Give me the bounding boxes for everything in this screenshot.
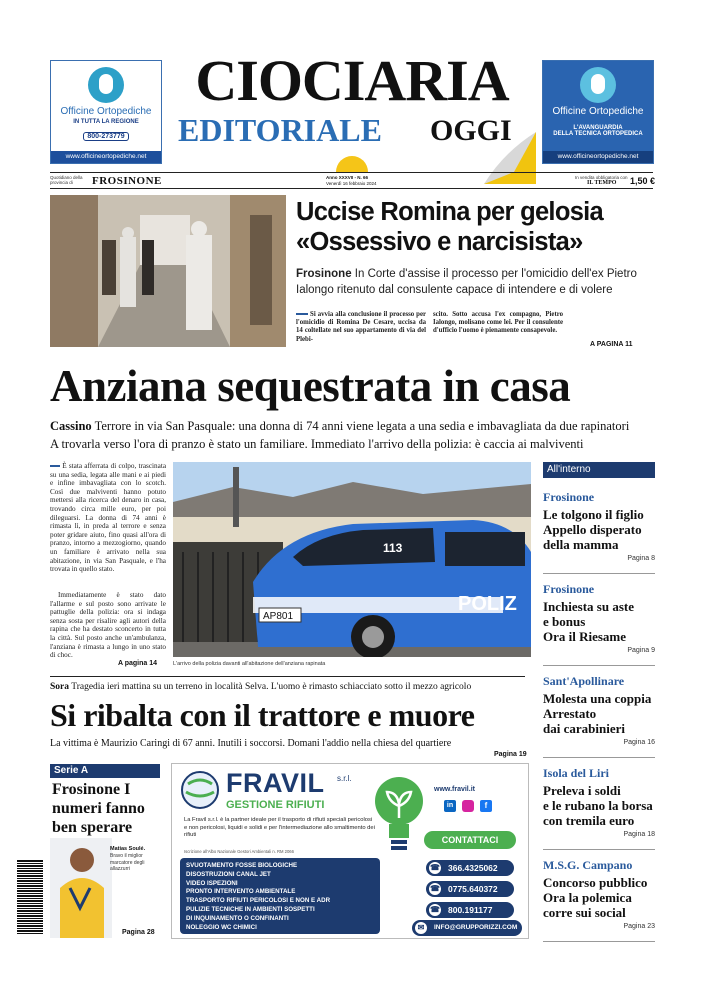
tractor-kicker: Sora [50, 682, 69, 692]
partner-name: IL TEMPO [587, 180, 617, 186]
bullet-icon [296, 313, 308, 315]
main-photo-caption: L'arrivo della polizia davanti all'abitazione dell'anziana rapinata [173, 661, 326, 667]
lightbulb-leaf-icon [372, 774, 426, 856]
sidebar-item-title: Preleva i soldi e le rubano la borsa con tremila euro [543, 783, 653, 828]
ad-url[interactable]: www.officineortopediche.net [51, 151, 161, 163]
officine-ortopediche-ad-right[interactable] [542, 60, 654, 164]
player-photo [50, 838, 112, 938]
phone-1-button[interactable] [426, 860, 514, 876]
phone-3-button[interactable] [426, 902, 514, 918]
tractor-kicker-text: Tragedia ieri mattina su un terreno in località Selva. L'uomo è rimasto schiacciato sotto il mezzo agricolo [71, 682, 472, 692]
phone-3-text: 800.191177 [448, 905, 493, 915]
main-deck-line-2: A trovarla verso l'ora di pranzo è stato un familiare. Immediato l'arrivo della polizia: è caccia ai malviventi [50, 437, 584, 451]
sidebar-item[interactable] [543, 858, 655, 942]
phone-icon: ☎ [430, 905, 440, 914]
sidebar-item[interactable] [543, 766, 655, 850]
police-car-photo[interactable] [173, 462, 531, 657]
ad-brand: Officine Ortopediche [60, 106, 152, 117]
partner-note: In vendita obbligatoria con [575, 175, 628, 180]
sport-photo [50, 838, 112, 938]
sidebar-item-page: Pagina 8 [627, 555, 655, 562]
ad-tagline: IN TUTTA LA REGIONE [73, 119, 139, 125]
fravil-suffix: s.r.l. [337, 774, 352, 783]
sidebar-header: All'interno [543, 462, 655, 478]
sidebar-item-title: Le tolgono il figlio Appello disperato della mamma [543, 507, 644, 552]
main-body-2: Immediatamente è stato dato l'allarme e sul posto sono arrivate le pattuglie della polizia: ora si indaga senza sosta per risalire agli autori della rapina che ha destato sconcerto in tutta la città. Sul posto anche un'ambulanza, l'anziana è rimasta a lungo in uno stato di choc. [50, 591, 166, 660]
bullet-icon [50, 465, 60, 467]
sidebar-item-page: Pagina 9 [627, 647, 655, 654]
sidebar-item[interactable] [543, 582, 655, 666]
sport-headline[interactable]: Frosinone I numeri fanno ben sperare [52, 781, 145, 836]
alley-forensics-photo [50, 195, 286, 347]
masthead-editoriale: EDITORIALE [178, 112, 382, 148]
fravil-globe-icon [180, 770, 220, 810]
phone-2-text: 0775.640372 [448, 884, 498, 894]
main-body-1-text: È stata afferrata di colpo, trascinata su una sedia, legata alle mani e ai piedi e infine imbavagliata con lo scotch. Così due malviventi hanno potuto mettersi alla ricerca del denaro in casa, trovando circa mille euro, per poi dileguarsi. La donna di 74 anni è rimasta lì, in preda al terrore e senza poter gridare aiuto, fino quasi all'ora di pranzo, intorno a mezzogiorno, quando un familiare è arrivato nella sua abitazione, in via San Pasquale, e l'ha trovata in quello stato. [50, 462, 167, 574]
issue-date: Venerdì 16 febbraio 2024 [326, 181, 377, 186]
sidebar-item-title: Concorso pubblico Ora la polemica corre sui social [543, 875, 648, 920]
linkedin-icon[interactable]: in [444, 800, 456, 812]
facebook-icon[interactable]: f [480, 800, 492, 812]
top-story-body-2: scito. Sotto accusa l'ex compagno, Pietro Ialongo, molisano come lei. Per il consulente d'ufficio l'uomo è pienamente consapevole. [433, 311, 563, 335]
ad-tagline: L'AVANGUARDIA [573, 125, 623, 131]
main-deck-text: Terrore in via San Pasquale: una donna di 74 anni viene legata a una sedia e imbavagliata da due rapinatori [94, 419, 630, 433]
main-deck-line-1 [50, 418, 660, 434]
sport-caption-text: Bravo il miglior marcatore degli allazzurri [110, 853, 145, 872]
contact-button[interactable]: CONTATTACI [424, 831, 516, 849]
sidebar-item-category: Sant'Apollinare [543, 674, 625, 688]
svg-text:POLIZ: POLIZ [458, 593, 517, 615]
tractor-headline[interactable]: Si ribalta con il trattore e muore [50, 697, 475, 733]
fravil-website[interactable]: www.fravil.it [434, 786, 475, 793]
sidebar-item-category: Frosinone [543, 582, 595, 596]
main-body-1 [50, 462, 166, 574]
police-car-scene [173, 462, 531, 657]
ad-phone: 800-273779 [83, 132, 128, 141]
top-story-kicker: Frosinone [296, 268, 352, 280]
sidebar-item-page: Pagina 23 [623, 923, 655, 930]
main-page-ref[interactable]: A pagina 14 [118, 660, 158, 667]
fravil-subtitle: GESTIONE RIFIUTI [226, 799, 325, 811]
top-story-body-1 [296, 311, 426, 344]
sport-page-ref[interactable]: Pagina 28 [122, 929, 155, 936]
barcode [17, 860, 43, 934]
sidebar-item-page: Pagina 16 [623, 739, 655, 746]
orthopedic-logo-icon [88, 67, 124, 103]
phone-2-button[interactable] [426, 881, 514, 897]
phone-1-text: 366.4325062 [448, 863, 498, 873]
issue-number: Anno XXXVII - N. 66 [326, 175, 369, 180]
sport-section-header: Serie A [50, 764, 160, 778]
top-story-page-ref[interactable]: A PAGINA 11 [590, 341, 633, 348]
top-story-deck-text: In Corte d'assise il processo per l'omicidio dell'ex Pietro Ialongo ritenuto dal consulente capace di intendere e di volere [296, 268, 637, 296]
sidebar-item[interactable] [543, 490, 655, 574]
tractor-deck: La vittima è Maurizio Caringi di 67 anni. Inutili i soccorsi. Domani l'addio nella chiesa del quartiere [50, 738, 452, 749]
email-button[interactable] [412, 920, 522, 936]
edition-note: Quotidiano della provincia di [50, 175, 83, 185]
edition-rule-bottom [50, 188, 653, 189]
edition-rule-top [50, 172, 653, 173]
price: 1,50 € [630, 176, 656, 186]
sidebar-item-category: M.S.G. Campano [543, 858, 633, 872]
sidebar-item-title: Molesta una coppia Arrestato dai carabinieri [543, 691, 652, 736]
ad-tagline-2: DELLA TECNICA ORTOPEDICA [553, 131, 643, 137]
sidebar-item-category: Frosinone [543, 490, 595, 504]
orthopedic-logo-icon [580, 67, 616, 103]
instagram-icon[interactable] [462, 800, 474, 812]
email-text: INFO@GRUPPORIZZI.COM [434, 924, 518, 931]
sidebar-item-page: Pagina 18 [623, 831, 655, 838]
fravil-services: SVUOTAMENTO FOSSE BIOLOGICHE DISOSTRUZIONI CANAL JET VIDEO ISPEZIONI PRONTO INTERVENTO AMBIENTALE TRASPORTO RIFIUTI PERICOLOSI E NON E ADR PULIZIE TECNICHE IN AMBIENTI SOSPETTI DI INQUINAMENTO O CONFINANTI NOLEGGIO WC CHIMICI [180, 858, 380, 934]
phone-icon: ☎ [430, 884, 440, 893]
top-story-headline[interactable]: Uccise Romina per gelosia «Ossessivo e narcisista» [296, 198, 604, 256]
tractor-kicker-line [50, 681, 528, 693]
sidebar-item[interactable] [543, 674, 655, 758]
top-story-photo[interactable] [50, 195, 286, 347]
fravil-ad[interactable] [171, 763, 529, 939]
ad-brand: Officine Ortopediche [552, 106, 644, 117]
email-icon: ✉ [415, 922, 427, 934]
sidebar-item-title: Inchiesta su aste e bonus Ora il Riesame [543, 599, 635, 644]
page-curl-icon [484, 132, 536, 184]
fravil-registry: Iscrizione all'Albo Nazionale Gestori Ambientali n. RM 2066 [184, 849, 294, 854]
top-story-body-1-text: Si avvia alla conclusione il processo per l'omicidio di Romina De Cesare, uccisa da 14 coltellate nel suo appartamento di via del Plebi- [296, 311, 426, 343]
ad-url[interactable]: www.officineortopediche.net [543, 151, 653, 163]
main-headline[interactable]: Anziana sequestrata in casa [50, 361, 571, 411]
sidebar-item-category: Isola del Liri [543, 766, 610, 780]
top-story-deck [296, 266, 658, 298]
masthead-title [168, 48, 536, 113]
section-rule [50, 676, 525, 677]
edition-name: FROSINONE [92, 175, 162, 187]
fravil-name: FRAVIL [226, 768, 325, 798]
officine-ortopediche-ad-left[interactable] [50, 60, 162, 164]
svg-text:AP801: AP801 [263, 611, 294, 622]
phone-icon: ☎ [430, 863, 440, 872]
sport-caption-name: Matias Soulé. [110, 846, 146, 852]
svg-text:113: 113 [383, 541, 403, 555]
masthead-oggi: OGGI [430, 114, 512, 147]
main-kicker: Cassino [50, 419, 92, 433]
masthead-ciociaria: CIOCIARIA [195, 48, 509, 113]
tractor-page-ref[interactable]: Pagina 19 [494, 751, 527, 758]
sunrise-logo-icon [332, 152, 372, 172]
fravil-intro: La Fravil s.r.l. è la partner ideale per il trasporto di rifiuti speciali pericolosi e non pericolosi, liquidi e solidi e per l'intermediazione allo smaltimento dei rifiuti [184, 817, 375, 838]
